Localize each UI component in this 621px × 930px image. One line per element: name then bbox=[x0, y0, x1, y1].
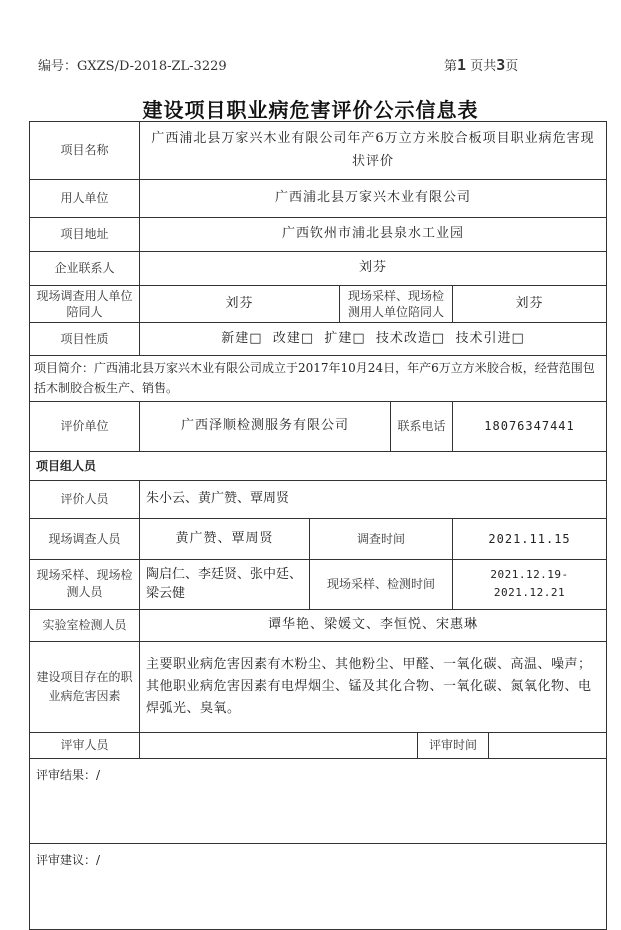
surveyors: 黄广赞、覃周贤 bbox=[140, 518, 310, 559]
review-time bbox=[489, 732, 607, 758]
nature-options: 新建□ 改建□ 扩建□ 技术改造□ 技术引进□ bbox=[140, 323, 607, 356]
survey-companion-label: 现场调查用人单位陪同人 bbox=[30, 286, 140, 323]
page-suffix: 页 bbox=[505, 59, 519, 74]
row-samplers bbox=[30, 559, 607, 609]
reviewer bbox=[140, 732, 418, 758]
row-surveyors bbox=[30, 518, 607, 559]
row-lab bbox=[30, 609, 607, 641]
lab-staff: 谭华艳、梁媛文、李恒悦、宋惠琳 bbox=[140, 609, 607, 641]
hazards-label: 建设项目存在的职业病危害因素 bbox=[30, 641, 140, 732]
page-title: 建设项目职业病危害评价公示信息表 bbox=[142, 98, 479, 122]
survey-time: 2021.11.15 bbox=[453, 518, 607, 559]
row-evaluator bbox=[30, 401, 607, 451]
assessors: 朱小云、黄广赞、覃周贤 bbox=[140, 480, 607, 518]
assessors-label: 评价人员 bbox=[30, 480, 140, 518]
lab-label: 实验室检测人员 bbox=[30, 609, 140, 641]
team-section-title: 项目组人员 bbox=[30, 451, 607, 480]
hazards bbox=[140, 641, 607, 732]
survey-companion: 刘芬 bbox=[140, 286, 340, 323]
page-current: 1 bbox=[457, 56, 467, 74]
row-contact bbox=[30, 252, 607, 286]
survey-time-label: 调查时间 bbox=[310, 518, 453, 559]
evaluator-label: 评价单位 bbox=[30, 401, 140, 451]
row-review-result bbox=[30, 758, 607, 843]
document-number: 编号：GXZS/D-2018-ZL-3229 bbox=[38, 59, 227, 74]
review-time-label: 评审时间 bbox=[418, 732, 489, 758]
contact: 刘芬 bbox=[140, 252, 607, 286]
phone-label: 联系电话 bbox=[391, 401, 453, 451]
reviewer-label: 评审人员 bbox=[30, 732, 140, 758]
employer-label: 用人单位 bbox=[30, 180, 140, 218]
sampling-time: 2021.12.19-2021.12.21 bbox=[453, 559, 607, 609]
row-assessors bbox=[30, 480, 607, 518]
project-intro: 项目简介：广西浦北县万家兴木业有限公司成立于2017年10月24日，年产6万立方米胶合板，经营范围包括木制胶合板生产、销售。 bbox=[30, 356, 607, 402]
evaluator: 广西泽顺检测服务有限公司 bbox=[140, 401, 391, 451]
row-companions bbox=[30, 286, 607, 323]
review-advice: 评审建议：/ bbox=[30, 843, 607, 929]
row-team-section bbox=[30, 451, 607, 480]
project-name: 广西浦北县万家兴木业有限公司年产6万立方米胶合板项目职业病危害现状评价 bbox=[140, 122, 607, 180]
project-name-label: 项目名称 bbox=[30, 122, 140, 180]
address: 广西钦州市浦北县泉水工业园 bbox=[140, 218, 607, 252]
contact-label: 企业联系人 bbox=[30, 252, 140, 286]
row-nature bbox=[30, 323, 607, 356]
info-table bbox=[29, 121, 607, 930]
sampling-companion-label: 现场采样、现场检测用人单位陪同人 bbox=[340, 286, 453, 323]
hazards-other: 其他职业病危害因素有电焊烟尘、锰及其化合物、一氧化碳、氮氧化物、电焊弧光、臭氧。 bbox=[146, 678, 592, 716]
hazards-main: 主要职业病危害因素有木粉尘、其他粉尘、甲醛、一氧化碳、高温、噪声； bbox=[146, 656, 592, 672]
row-hazards bbox=[30, 641, 607, 732]
sampling-time-label: 现场采样、检测时间 bbox=[310, 559, 453, 609]
row-intro bbox=[30, 356, 607, 402]
row-address bbox=[30, 218, 607, 252]
nature-label: 项目性质 bbox=[30, 323, 140, 356]
address-label: 项目地址 bbox=[30, 218, 140, 252]
samplers: 陶启仁、李廷贤、张中廷、梁云健 bbox=[140, 559, 310, 609]
row-project-name bbox=[30, 122, 607, 180]
page-middle: 页共 bbox=[470, 59, 497, 74]
row-review-advice bbox=[30, 843, 607, 929]
sampling-companion: 刘芬 bbox=[453, 286, 607, 323]
review-result: 评审结果：/ bbox=[30, 758, 607, 843]
row-employer bbox=[30, 180, 607, 218]
page-total: 3 bbox=[496, 56, 506, 74]
surveyors-label: 现场调查人员 bbox=[30, 518, 140, 559]
employer: 广西浦北县万家兴木业有限公司 bbox=[140, 180, 607, 218]
page-info bbox=[444, 55, 518, 74]
page-prefix: 第 bbox=[444, 59, 458, 74]
samplers-label: 现场采样、现场检测人员 bbox=[30, 559, 140, 609]
phone: 18076347441 bbox=[453, 401, 607, 451]
row-review bbox=[30, 732, 607, 758]
